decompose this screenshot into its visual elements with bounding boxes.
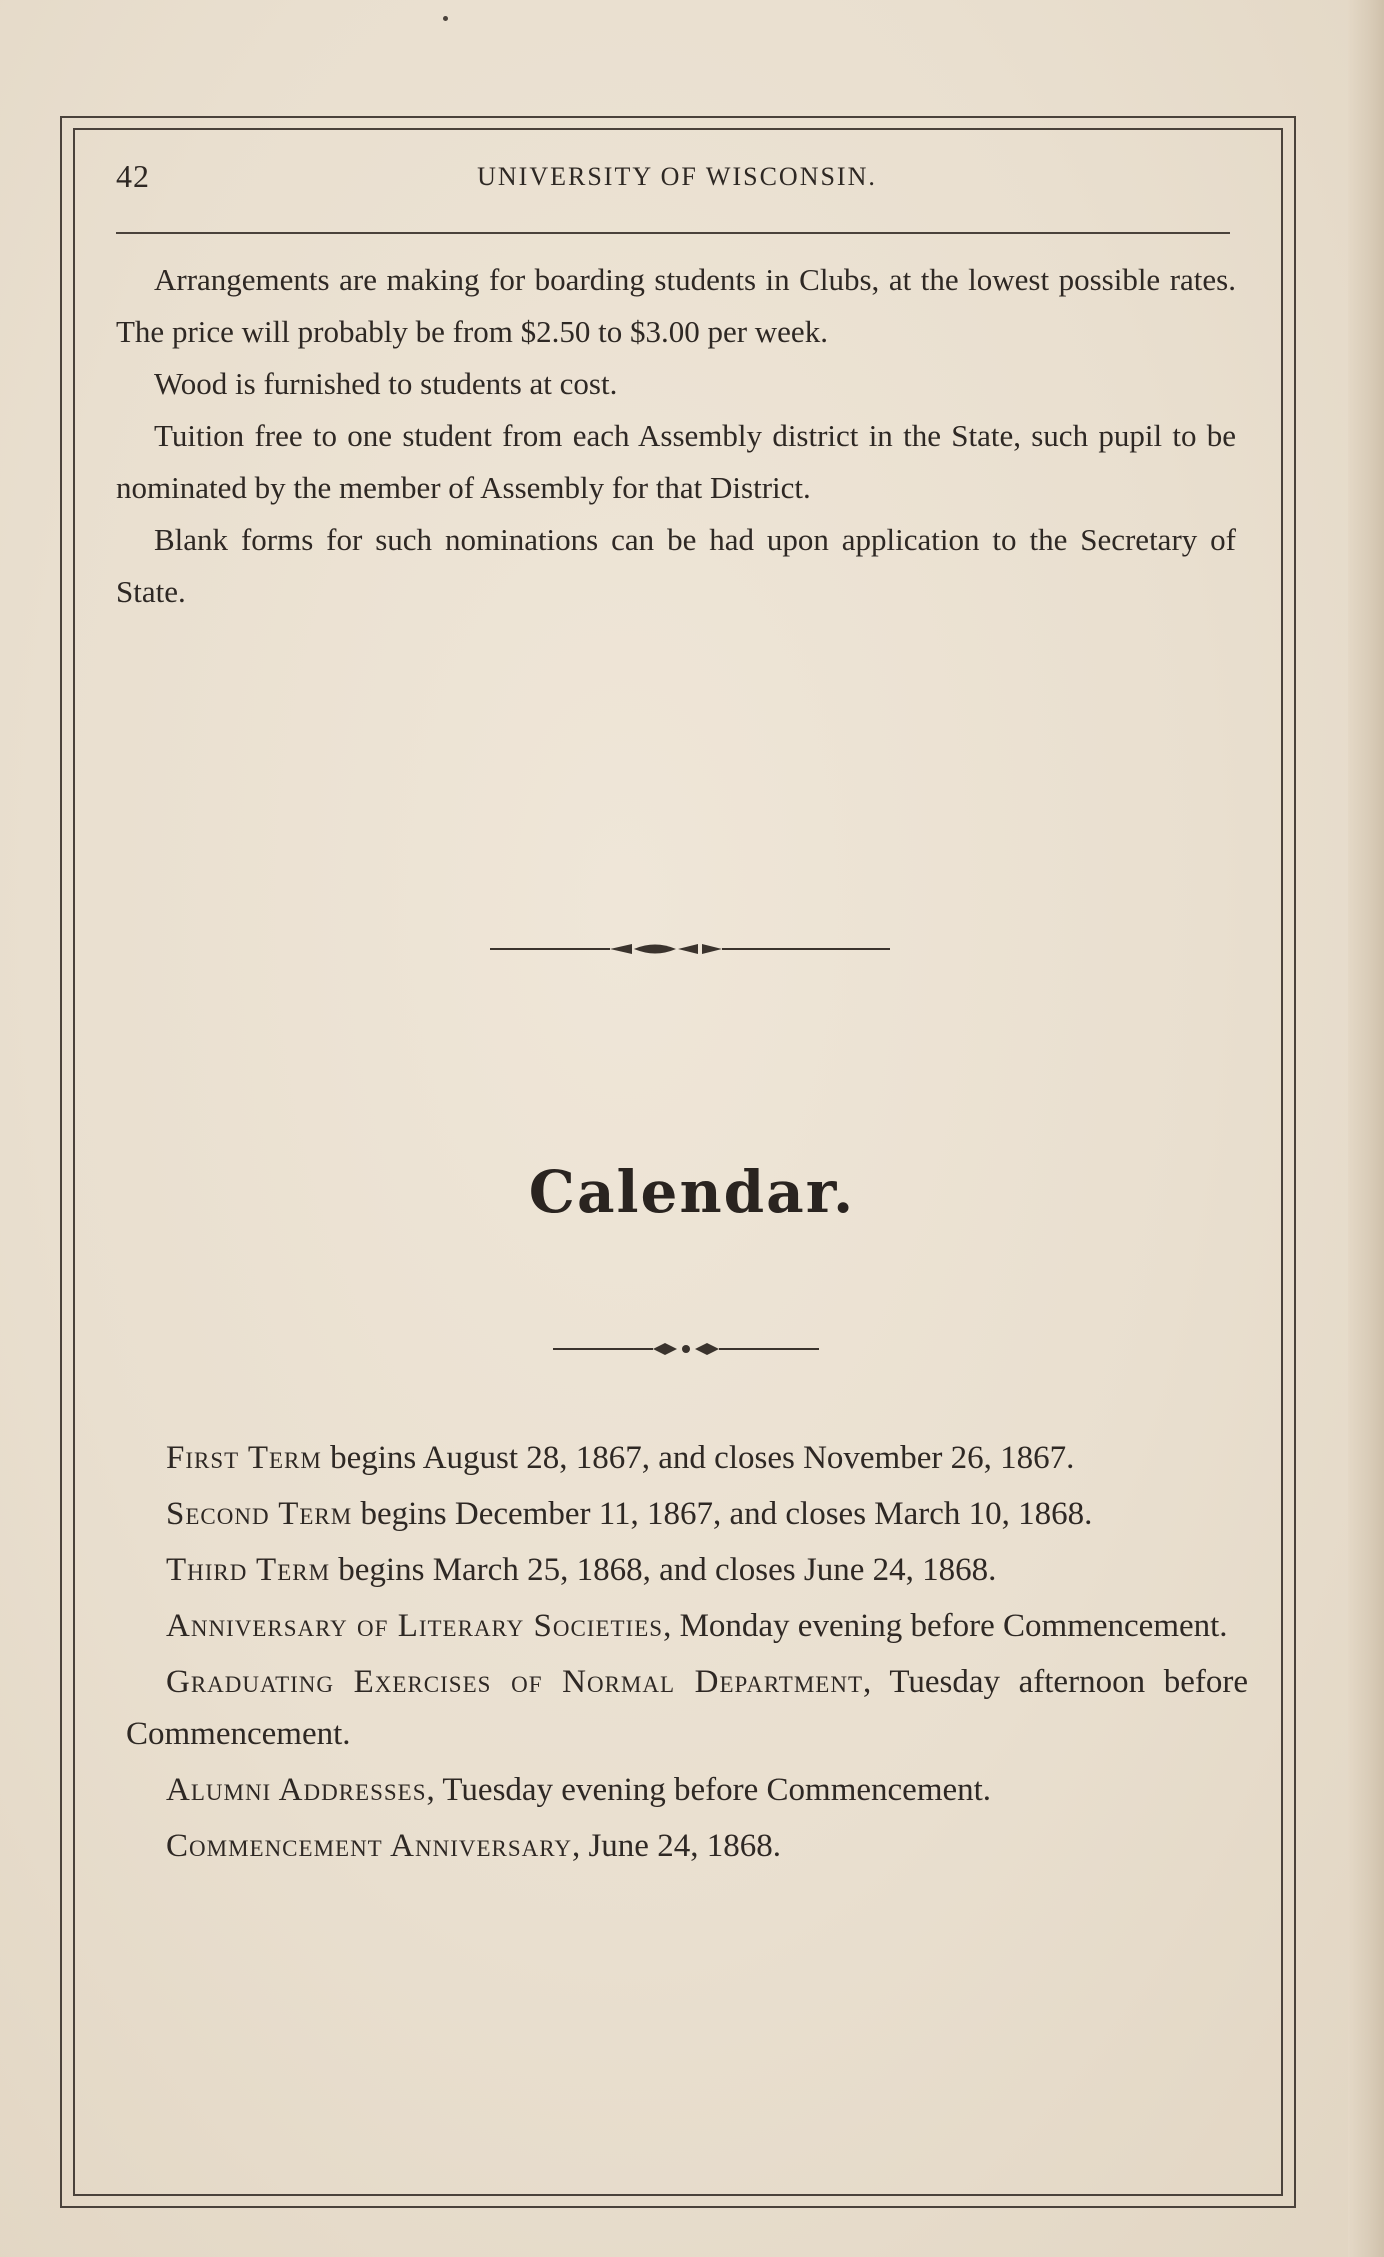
- calendar-entry-third-term: [126, 1544, 1248, 1596]
- calendar-entry-commencement: [126, 1820, 1248, 1872]
- event-name: Alumni Addresses: [166, 1772, 427, 1808]
- event-details: begins August 28, 1867, and closes November 26, 1867.: [321, 1440, 1075, 1476]
- calendar-entry-first-term: [126, 1432, 1248, 1484]
- event-details: , Tuesday afternoon before Commencement.: [126, 1664, 1248, 1752]
- calendar-divider-ornament: [553, 1338, 819, 1360]
- page-edge-shadow: [1348, 0, 1384, 2257]
- calendar-entry-literary-societies: [126, 1600, 1248, 1652]
- event-name: First Term: [166, 1440, 322, 1476]
- event-details: begins March 25, 1868, and closes June 24, 1868.: [330, 1552, 997, 1588]
- body-text: [116, 254, 1236, 618]
- event-details: , Tuesday evening before Commencement.: [426, 1772, 992, 1808]
- running-head: UNIVERSITY OF WISCONSIN.: [477, 162, 877, 191]
- paragraph-wood: Wood is furnished to students at cost.: [154, 366, 618, 401]
- event-details: begins December 11, 1867, and closes March 10, 1868.: [352, 1496, 1093, 1532]
- event-details: , June 24, 1868.: [571, 1828, 781, 1864]
- event-name: Third Term: [166, 1552, 331, 1588]
- event-name: Second Term: [166, 1496, 353, 1532]
- paragraph-tuition: Tuition free to one student from each Assembly district in the State, such pupil to be nominated by the member of Assembly for that District.: [116, 418, 1236, 505]
- paragraph-blank-forms: Blank forms for such nominations can be had upon application to the Secretary of State.: [116, 522, 1236, 609]
- calendar-entry-graduating-exercises: [126, 1656, 1248, 1760]
- calendar-entries: [126, 1432, 1248, 1876]
- page-header: [116, 158, 1238, 198]
- event-name: Commencement Anniversary: [166, 1828, 572, 1864]
- header-rule: [116, 232, 1230, 234]
- page-number: 42: [116, 158, 150, 194]
- event-name: Graduating Exercises of Normal Department: [166, 1664, 864, 1700]
- section-divider-ornament: [490, 936, 890, 962]
- calendar-title: Calendar.: [528, 1158, 856, 1226]
- ink-speck: [443, 16, 448, 21]
- paragraph-boarding: Arrangements are making for boarding students in Clubs, at the lowest possible rates. The price will probably be from $2.50 to $3.00 per week.: [116, 262, 1236, 349]
- calendar-entry-second-term: [126, 1488, 1248, 1540]
- event-details: , Monday evening before Commencement.: [663, 1608, 1228, 1644]
- calendar-entry-alumni-addresses: [126, 1764, 1248, 1816]
- event-name: Anniversary of Literary Societies: [166, 1608, 664, 1644]
